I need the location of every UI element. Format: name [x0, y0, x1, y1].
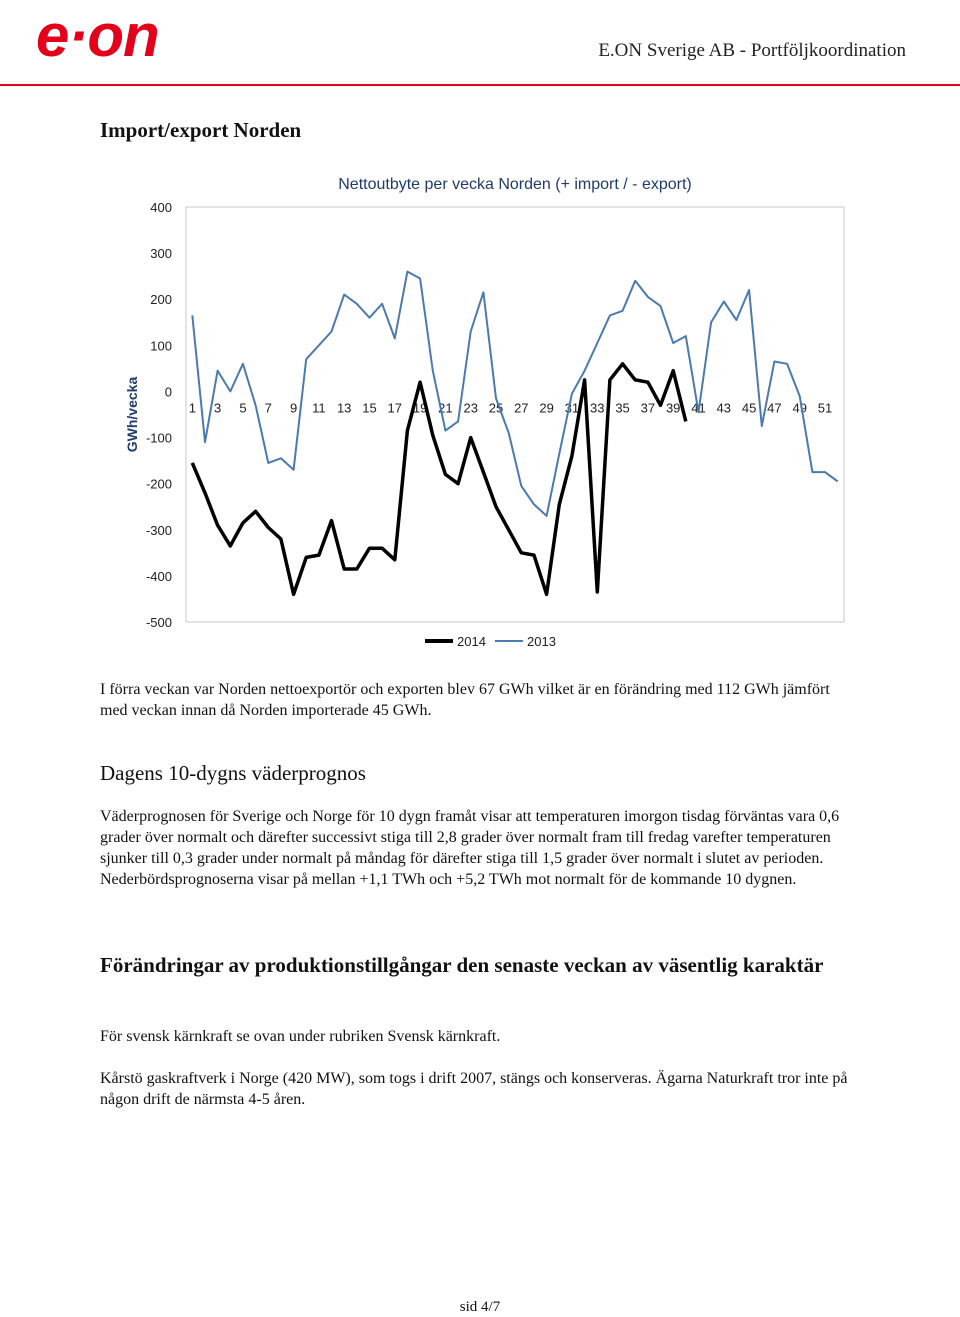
x-tick-label: 47 — [767, 400, 782, 416]
x-tick-label: 45 — [741, 400, 757, 416]
x-tick-label: 9 — [289, 400, 298, 416]
x-tick-label: 7 — [264, 400, 272, 416]
x-tick-label: 11 — [312, 400, 326, 416]
legend-label-2013: 2013 — [527, 634, 556, 649]
x-tick-label: 23 — [463, 400, 478, 416]
y-tick-label: 200 — [150, 292, 172, 308]
x-tick-label: 29 — [539, 400, 554, 416]
header-divider — [0, 84, 960, 86]
legend-label-2014: 2014 — [457, 634, 486, 649]
import-export-paragraph: I förra veckan var Norden nettoexportör och exporten blev 67 GWh vilket är en förändring med 112 GWh jämfört med veckan innan då Norden importerade 45 GWh. — [100, 681, 830, 719]
x-tick-label: 41 — [691, 400, 706, 416]
y-tick-label: 100 — [150, 338, 172, 354]
page-number: sid 4/7 — [459, 1299, 501, 1315]
x-tick-label: 1 — [188, 400, 196, 416]
section-title-import-export: Import/export Norden — [100, 118, 302, 142]
x-tick-label: 43 — [716, 400, 732, 416]
x-tick-label: 31 — [564, 400, 580, 416]
y-tick-label: -300 — [145, 522, 172, 538]
series-line-2013 — [192, 272, 837, 516]
chart-title: Nettoutbyte per vecka Norden (+ import / - export) — [338, 176, 692, 193]
x-tick-label: 3 — [214, 400, 222, 416]
company-name: E.ON Sverige AB - Portföljkoordination — [598, 40, 906, 61]
section-title-production: Förändringar av produktionstillgångar den senaste veckan av väsentlig karaktär — [100, 953, 824, 977]
x-tick-label: 27 — [514, 400, 529, 416]
weather-paragraph: Väderprognosen för Sverige och Norge för 10 dygn framåt visar att temperaturen imorgon tisdag förväntas vara 0,6 grader över normalt och därefter successivt stiga till 2,8 grader över normalt fram till fredag varefter temperaturen sjunker till 0,3 grader under normalt på måndag för därefter stiga till 1,5 grader över normalt i slutet av perioden. Nederbördsprognoserna visar på mellan +1,1 TWh och +5,2 TWh mot normalt för de kommande 10 dygnen. — [100, 808, 840, 888]
y-tick-label: -100 — [145, 430, 172, 446]
x-tick-label: 13 — [336, 400, 352, 416]
y-axis-label: GWh/vecka — [124, 376, 140, 453]
svg-text:e·on: e·on — [36, 4, 159, 66]
x-tick-label: 49 — [792, 400, 807, 416]
y-tick-label: 400 — [150, 200, 172, 215]
x-tick-label: 35 — [615, 400, 630, 416]
y-tick-label: -200 — [145, 476, 172, 492]
x-tick-label: 19 — [412, 400, 428, 416]
x-tick-label: 37 — [640, 400, 656, 416]
eon-logo — [34, 4, 234, 71]
production-paragraph-2: Kårstö gaskraftverk i Norge (420 MW), som togs i drift 2007, stängs och konserveras. Ägarna Naturkraft tror inte på någon drift de närmsta 4-5 åren. — [100, 1070, 848, 1108]
x-tick-label: 33 — [590, 400, 605, 416]
x-tick-label: 21 — [438, 400, 453, 416]
section-title-weather: Dagens 10-dygns väderprognos — [100, 761, 366, 785]
x-tick-label: 15 — [362, 400, 377, 416]
x-tick-label: 5 — [239, 400, 247, 416]
x-tick-label: 25 — [488, 400, 504, 416]
y-tick-label: 300 — [150, 246, 172, 262]
y-tick-label: -400 — [145, 568, 172, 584]
net-exchange-chart — [95, 160, 865, 660]
y-tick-label: -500 — [145, 615, 172, 630]
x-tick-label: 17 — [387, 400, 403, 416]
production-paragraph-1: För svensk kärnkraft se ovan under rubriken Svensk kärnkraft. — [100, 1028, 501, 1045]
x-tick-label: 39 — [665, 400, 681, 416]
x-tick-label: 51 — [817, 400, 833, 416]
y-tick-label: 0 — [164, 384, 172, 400]
